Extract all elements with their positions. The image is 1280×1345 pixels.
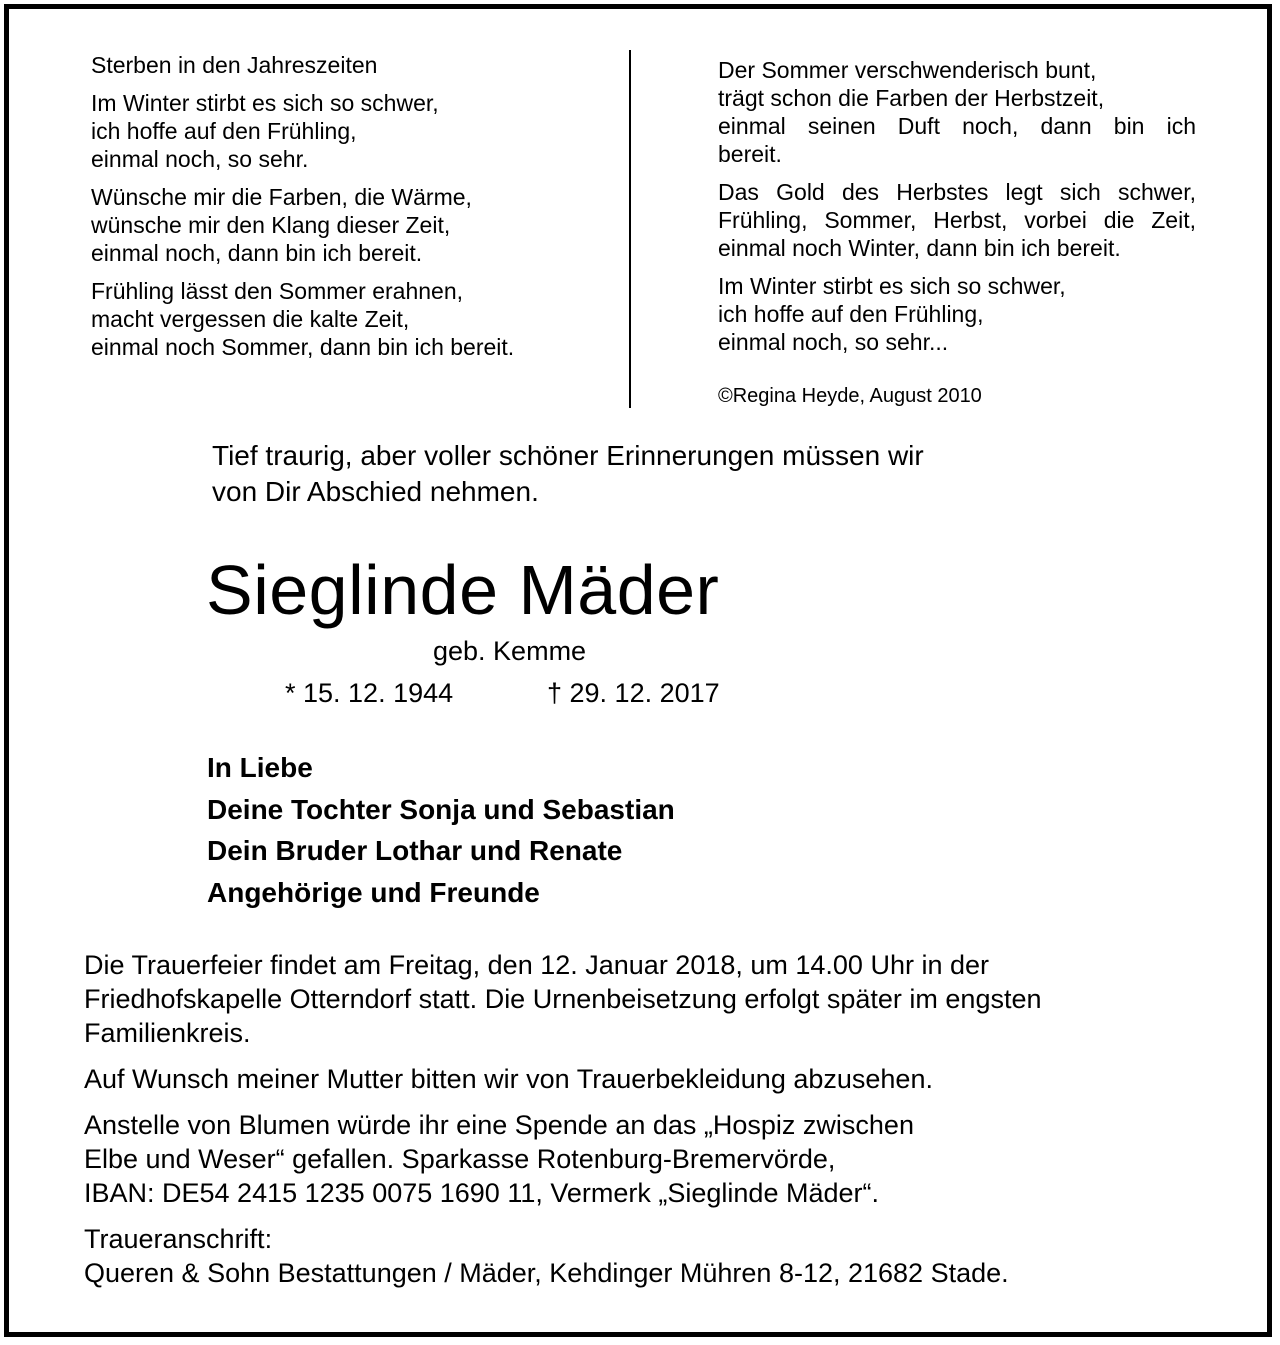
info-paragraph: [84, 1222, 1204, 1290]
poem-stanza: [718, 272, 1196, 356]
poem-right: [718, 56, 1196, 366]
info-line: Queren & Sohn Bestattungen / Mäder, Kehdinger Mühren 8-12, 21682 Stade.: [84, 1258, 1009, 1288]
death-date: † 29. 12. 2017: [547, 678, 720, 708]
birth-date: * 15. 12. 1944: [285, 678, 454, 708]
info-line: Friedhofskapelle Otterndorf statt. Die Urnenbeisetzung erfolgt später im engsten: [84, 984, 1042, 1014]
poem-line: einmal noch, dann bin ich bereit.: [91, 240, 423, 266]
mourner-line: Deine Tochter Sonja und Sebastian: [207, 793, 675, 825]
poem-title: [91, 51, 611, 79]
mourner-line: In Liebe: [207, 752, 313, 783]
info-paragraph: [84, 1108, 1204, 1210]
intro-line: von Dir Abschied nehmen.: [212, 476, 539, 507]
poem-line: wünsche mir den Klang dieser Zeit,: [91, 212, 451, 238]
poem-stanza: [91, 89, 611, 173]
deceased-name: Sieglinde Mäder: [206, 551, 720, 629]
info-line: IBAN: DE54 2415 1235 0075 1690 11, Vermerk „Sieglinde Mäder“.: [84, 1178, 879, 1208]
poem-line: trägt schon die Farben der Herbstzeit,: [718, 85, 1105, 111]
funeral-info: [84, 948, 1204, 1302]
maiden-name: geb. Kemme: [433, 636, 587, 666]
info-paragraph: [84, 948, 1204, 1050]
poem-line: Das Gold des Herbstes legt sich schwer,: [718, 179, 1196, 205]
info-line: Auf Wunsch meiner Mutter bitten wir von Trauerbekleidung abzusehen.: [84, 1064, 933, 1094]
intro-line: Tief traurig, aber voller schöner Erinnerungen müssen wir: [212, 440, 924, 471]
info-line: Die Trauerfeier findet am Freitag, den 12. Januar 2018, um 14.00 Uhr in der: [84, 950, 990, 980]
info-line: Familienkreis.: [84, 1018, 251, 1048]
poem-line: einmal noch, so sehr.: [91, 146, 309, 172]
life-dates: [285, 676, 720, 710]
info-paragraph: [84, 1062, 1204, 1096]
poem-title-text: Sterben in den Jahreszeiten: [91, 52, 378, 78]
poem-line: macht vergessen die kalte Zeit,: [91, 306, 410, 332]
poem-line: einmal seinen Duft noch, dann bin ich: [718, 113, 1196, 139]
mourner-line: Angehörige und Freunde: [207, 876, 540, 908]
poem-stanza: [91, 277, 611, 361]
info-line: Elbe und Weser“ gefallen. Sparkasse Rotenburg-Bremervörde,: [84, 1144, 836, 1174]
poem-line: einmal noch Sommer, dann bin ich bereit.: [91, 334, 515, 360]
poem-line: Der Sommer verschwenderisch bunt,: [718, 57, 1097, 83]
info-line: Anstelle von Blumen würde ihr eine Spende an das „Hospiz zwischen: [84, 1110, 914, 1140]
poem-left: [91, 51, 611, 371]
poem-line: ich hoffe auf den Frühling,: [91, 118, 357, 144]
poem-line: einmal noch, so sehr...: [718, 329, 949, 355]
mourner-line: Dein Bruder Lothar und Renate: [207, 835, 623, 866]
poem-stanza: [718, 56, 1196, 168]
poem-line: einmal noch Winter, dann bin ich bereit.: [718, 235, 1121, 261]
mourners-list: [207, 747, 675, 913]
poem-line: Wünsche mir die Farben, die Wärme,: [91, 184, 472, 210]
intro-text: [212, 438, 924, 510]
poem-line: Im Winter stirbt es sich so schwer,: [91, 90, 439, 116]
poem-copyright: ©Regina Heyde, August 2010: [718, 385, 982, 407]
column-divider: [629, 50, 631, 408]
poem-line: ich hoffe auf den Frühling,: [718, 301, 984, 327]
poem-line: Frühling lässt den Sommer erahnen,: [91, 278, 464, 304]
poem-line: bereit.: [718, 141, 782, 167]
poem-stanza: [718, 178, 1196, 262]
poem-stanza: [91, 183, 611, 267]
poem-line: Im Winter stirbt es sich so schwer,: [718, 273, 1066, 299]
poem-line: Frühling, Sommer, Herbst, vorbei die Zeit,: [718, 207, 1196, 233]
info-line: Traueranschrift:: [84, 1224, 273, 1254]
